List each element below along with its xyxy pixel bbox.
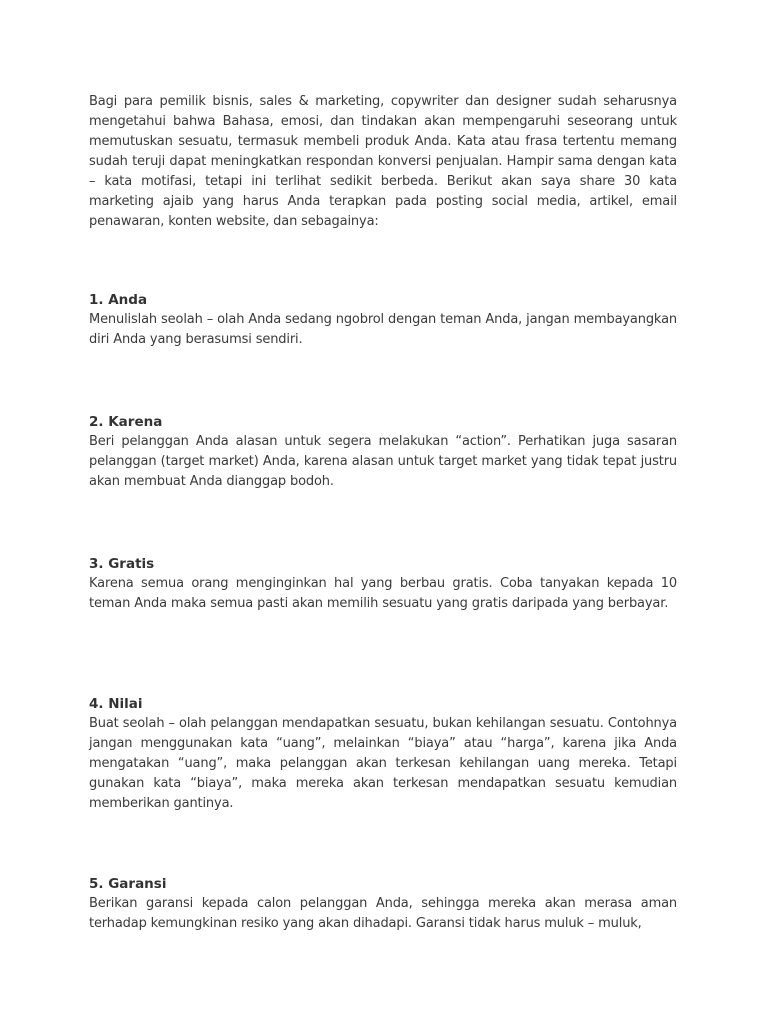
section-karena <box>89 412 677 492</box>
section-nilai <box>89 694 677 814</box>
section-heading: 4. Nilai <box>89 696 143 712</box>
section-body: Berikan garansi kepada calon pelanggan Anda, sehingga mereka akan merasa aman terhadap kemungkinan resiko yang akan dihadapi. Garansi tidak harus muluk – muluk, <box>89 896 677 931</box>
section-heading: 2. Karena <box>89 414 163 430</box>
section-anda <box>89 290 677 350</box>
intro-section <box>89 92 677 232</box>
section-garansi <box>89 874 677 934</box>
section-body: Buat seolah – olah pelanggan mendapatkan sesuatu, bukan kehilangan sesuatu. Contohnya jangan menggunakan kata “uang”, melainkan “biaya” atau “harga”, karena jika Anda mengatakan “uang”, maka pelanggan akan terkesan kehilangan uang mereka. Tetapi gunakan kata “biaya”, maka mereka akan terkesan mendapatkan sesuatu kemudian memberikan gantinya. <box>89 716 677 811</box>
section-body: Karena semua orang menginginkan hal yang berbau gratis. Coba tanyakan kepada 10 teman Anda maka semua pasti akan memilih sesuatu yang gratis daripada yang berbayar. <box>89 576 677 611</box>
section-gratis <box>89 554 677 614</box>
section-body: Menulislah seolah – olah Anda sedang ngobrol dengan teman Anda, jangan membayangkan diri Anda yang berasumsi sendiri. <box>89 312 677 347</box>
section-heading: 5. Garansi <box>89 876 167 892</box>
section-heading: 3. Gratis <box>89 556 155 572</box>
intro-paragraph: Bagi para pemilik bisnis, sales & marketing, copywriter dan designer sudah seharusnya mengetahui bahwa Bahasa, emosi, dan tindakan akan mempengaruhi seseorang untuk memutuskan sesuatu, termasuk membeli produk Anda. Kata atau frasa tertentu memang sudah teruji dapat meningkatkan respondan konversi penjualan. Hampir sama dengan kata – kata motifasi, tetapi ini terlihat sedikit berbeda. Berikut akan saya share 30 kata marketing ajaib yang harus Anda terapkan pada posting social media, artikel, email penawaran, konten website, dan sebagainya: <box>89 94 677 229</box>
section-body: Beri pelanggan Anda alasan untuk segera melakukan “action”. Perhatikan juga sasaran pelanggan (target market) Anda, karena alasan untuk target market yang tidak tepat justru akan membuat Anda dianggap bodoh. <box>89 434 677 489</box>
section-heading: 1. Anda <box>89 292 148 308</box>
